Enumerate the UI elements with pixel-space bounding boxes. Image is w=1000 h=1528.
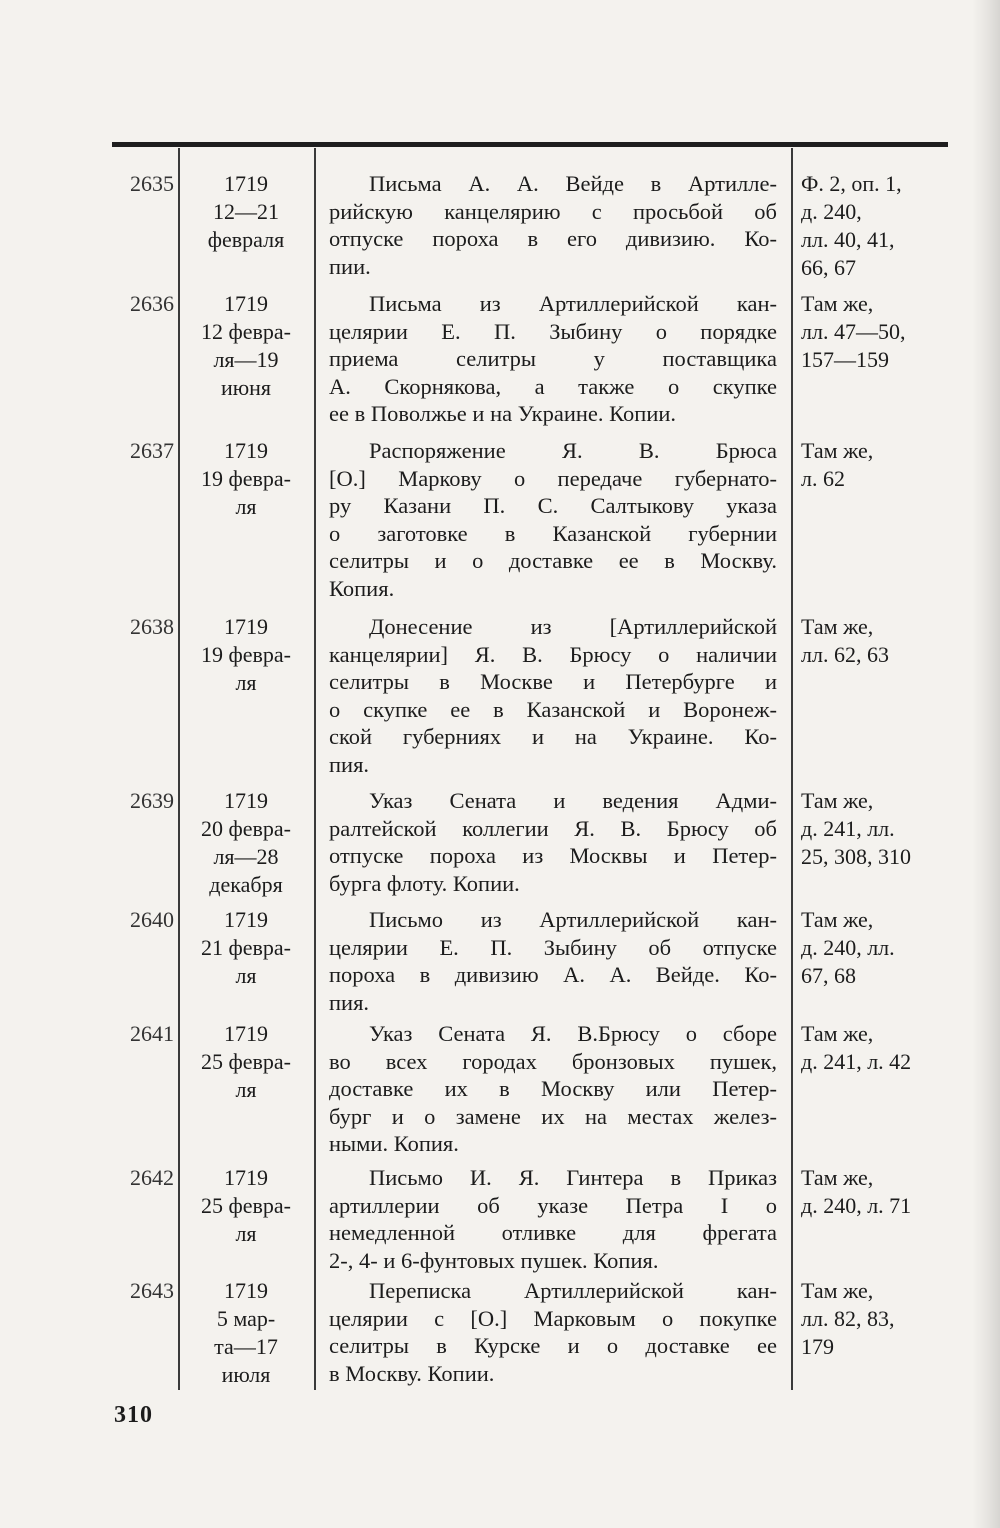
description-line: ской губерниях и на Украине. Ко- bbox=[329, 724, 777, 749]
reference-line: л. 62 bbox=[801, 466, 845, 491]
reference-line: 25, 308, 310 bbox=[801, 844, 911, 869]
description-line: отпуске пороха в его дивизию. Ко- bbox=[329, 226, 777, 251]
reference-line: Там же, bbox=[801, 438, 874, 463]
entry-description bbox=[329, 1020, 777, 1158]
description-line: артиллерии об указе Петра I о bbox=[329, 1192, 777, 1218]
archive-reference bbox=[801, 1020, 951, 1076]
entry-number: 2642 bbox=[130, 1165, 174, 1190]
description-line: целярии с [О.] Марковым о покупке bbox=[329, 1305, 777, 1331]
description-line: ее в Поволжье и на Украине. Копии. bbox=[329, 401, 677, 426]
description-line: [О.] Маркову о передаче губернато- bbox=[329, 465, 777, 491]
description-line: бург и о замене их на местах желез- bbox=[329, 1103, 777, 1129]
entry-date: 1719 12 февра- ля—19 июня bbox=[201, 291, 291, 400]
description-line: пия. bbox=[329, 989, 370, 1015]
entry-number: 2637 bbox=[130, 438, 174, 463]
description-line: ными. Копия. bbox=[329, 1131, 459, 1156]
description-line: пороха в дивизию А. А. Вейде. Ко- bbox=[329, 962, 777, 987]
description-line: Распоряжение Я. В. Брюса bbox=[369, 438, 777, 463]
page-number: 310 bbox=[114, 1402, 153, 1428]
description-line: отпуске пороха из Москвы и Петер- bbox=[329, 843, 777, 868]
description-line: Письмо И. Я. Гинтера в Приказ bbox=[369, 1165, 777, 1190]
reference-line: Ф. 2, оп. 1, bbox=[801, 171, 902, 196]
reference-line: д. 240, л. 71 bbox=[801, 1193, 912, 1218]
description-line: пии. bbox=[329, 253, 371, 279]
column-divider bbox=[314, 148, 316, 1390]
archive-reference bbox=[801, 613, 951, 669]
entry-date: 1719 12—21 февраля bbox=[207, 171, 285, 252]
description-line: канцелярии] Я. В. Брюсу о наличии bbox=[329, 641, 777, 667]
archive-reference bbox=[801, 170, 951, 282]
entry-number: 2641 bbox=[130, 1021, 174, 1046]
archive-reference bbox=[801, 906, 951, 990]
entry-date: 1719 19 февра- ля bbox=[201, 614, 291, 695]
description-line: Переписка Артиллерийской кан- bbox=[369, 1278, 777, 1303]
scan-shadow-edge bbox=[972, 0, 1000, 1528]
entry-date: 1719 5 мар- та—17 июля bbox=[214, 1278, 278, 1387]
description-line: Письма А. А. Вейде в Артилле- bbox=[369, 171, 777, 196]
entry-date: 1719 25 февра- ля bbox=[201, 1165, 291, 1246]
entry-description bbox=[329, 170, 777, 280]
archive-reference bbox=[801, 1164, 951, 1220]
description-line: Донесение из [Артиллерийской bbox=[369, 614, 777, 639]
entry-date: 1719 21 февра- ля bbox=[201, 907, 291, 988]
reference-line: Там же, bbox=[801, 1165, 874, 1190]
description-line: пия. bbox=[329, 751, 370, 777]
entry-number: 2640 bbox=[130, 907, 174, 932]
description-line: целярии Е. П. Зыбину о порядке bbox=[329, 318, 777, 344]
entry-description bbox=[329, 437, 777, 602]
reference-line: 66, 67 bbox=[801, 255, 856, 280]
description-line: 2-, 4- и 6-фунтовых пушек. Копия. bbox=[329, 1247, 659, 1273]
reference-line: Там же, bbox=[801, 1021, 874, 1046]
reference-line: д. 240, лл. bbox=[801, 935, 895, 960]
description-line: Письмо из Артиллерийской кан- bbox=[369, 907, 777, 932]
description-line: доставке их в Москву или Петер- bbox=[329, 1076, 777, 1101]
reference-line: д. 241, л. 42 bbox=[801, 1049, 912, 1074]
entry-description bbox=[329, 613, 777, 778]
description-line: селитры в Москве и Петербурге и bbox=[329, 669, 777, 694]
description-line: Копия. bbox=[329, 575, 395, 601]
description-line: приема селитры у поставщика bbox=[329, 346, 777, 371]
reference-line: Там же, bbox=[801, 291, 874, 316]
entry-description bbox=[329, 290, 777, 428]
reference-line: Там же, bbox=[801, 614, 874, 639]
reference-line: лл. 62, 63 bbox=[801, 642, 889, 667]
description-line: ралтейской коллегии Я. В. Брюсу об bbox=[329, 815, 777, 841]
description-line: немедленной отливке для фрегата bbox=[329, 1220, 777, 1245]
description-line: во всех городах бронзовых пушек, bbox=[329, 1048, 777, 1074]
table-top-rule bbox=[112, 142, 948, 147]
entry-description bbox=[329, 1277, 777, 1387]
entry-date: 1719 19 февра- ля bbox=[201, 438, 291, 519]
description-line: бурга флоту. Копии. bbox=[329, 870, 520, 896]
reference-line: 179 bbox=[801, 1334, 834, 1359]
column-divider bbox=[791, 148, 793, 1390]
description-line: о заготовке в Казанской губернии bbox=[329, 520, 777, 546]
reference-line: 67, 68 bbox=[801, 963, 856, 988]
description-line: Указ Сената и ведения Адми- bbox=[369, 788, 777, 813]
entry-number: 2636 bbox=[130, 291, 174, 316]
reference-line: лл. 40, 41, bbox=[801, 227, 895, 252]
description-line: Указ Сената Я. В.Брюсу о сборе bbox=[369, 1021, 777, 1046]
description-line: в Москву. Копии. bbox=[329, 1360, 495, 1386]
description-line: Письма из Артиллерийской кан- bbox=[369, 291, 777, 316]
entry-description bbox=[329, 906, 777, 1016]
archive-reference bbox=[801, 787, 951, 871]
description-line: селитры и о доставке ее в Москву. bbox=[329, 548, 777, 573]
description-line: о скупке ее в Казанской и Воронеж- bbox=[329, 696, 777, 722]
reference-line: Там же, bbox=[801, 907, 874, 932]
entry-number: 2635 bbox=[130, 171, 174, 196]
entry-date: 1719 20 февра- ля—28 декабря bbox=[201, 788, 291, 897]
description-line: селитры в Курске и о доставке ее bbox=[329, 1333, 777, 1358]
reference-line: д. 240, bbox=[801, 199, 862, 224]
entry-date: 1719 25 февра- ля bbox=[201, 1021, 291, 1102]
entry-description bbox=[329, 1164, 777, 1274]
reference-line: лл. 47—50, bbox=[801, 319, 906, 344]
entry-number: 2643 bbox=[130, 1278, 174, 1303]
entry-number: 2638 bbox=[130, 614, 174, 639]
archive-reference bbox=[801, 1277, 951, 1361]
reference-line: Там же, bbox=[801, 788, 874, 813]
entry-number: 2639 bbox=[130, 788, 174, 813]
description-line: рийскую канцелярию с просьбой об bbox=[329, 198, 777, 224]
archive-reference bbox=[801, 290, 951, 374]
entry-description bbox=[329, 787, 777, 897]
archive-reference bbox=[801, 437, 951, 493]
description-line: целярии Е. П. Зыбину об отпуске bbox=[329, 934, 777, 960]
reference-line: лл. 82, 83, bbox=[801, 1306, 895, 1331]
reference-line: Там же, bbox=[801, 1278, 874, 1303]
reference-line: 157—159 bbox=[801, 347, 889, 372]
description-line: ру Казани П. С. Салтыкову указа bbox=[329, 493, 777, 518]
reference-line: д. 241, лл. bbox=[801, 816, 895, 841]
description-line: А. Скорнякова, а также о скупке bbox=[329, 373, 777, 399]
